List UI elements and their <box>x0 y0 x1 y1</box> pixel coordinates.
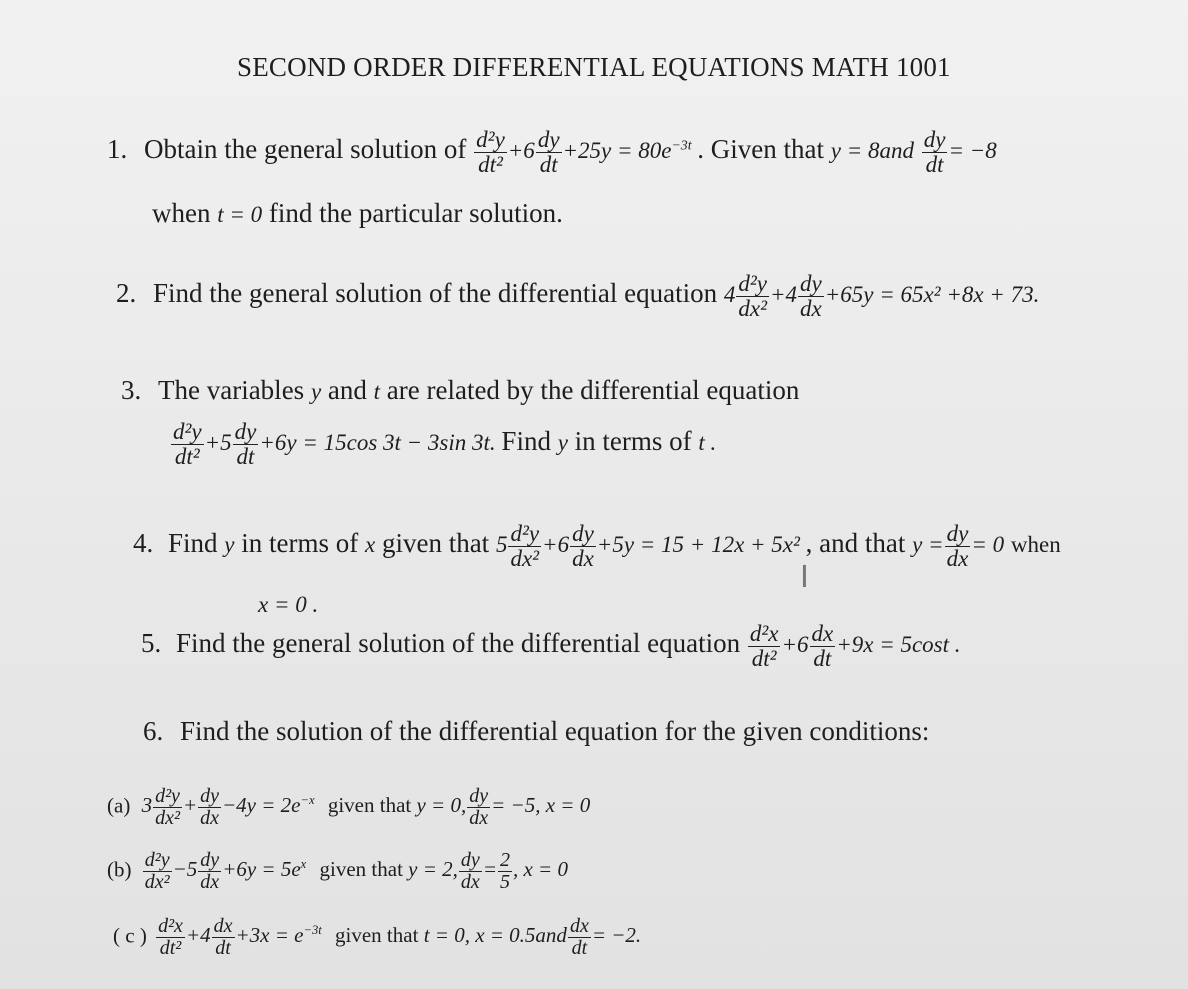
question-text: Obtain the general solution of <box>144 133 467 164</box>
part-b: (b) $\frac{\text{d²y}}{\text{dx²}}$ −5 $\frac{dy}{dx}$ $+6y = 5e^x$ given that y = 2, $\frac{dy}{dx}$ = $\frac{2}{5}$ , x = 0 <box>107 849 568 893</box>
question-number: 2. <box>116 277 137 308</box>
question-number: 5. <box>141 627 162 658</box>
page-title: SECOND ORDER DIFFERENTIAL EQUATIONS MATH 1001 <box>237 52 951 82</box>
question-3-equation: $\frac{\text{d²y}}{\text{dt²}}$ +5 $\frac{dy}{dt}$ +6y = 15cos 3t − 3sin 3t. Find y in terms of t . <box>173 419 717 470</box>
question-2 <box>116 272 1039 321</box>
question-number: 6. <box>143 716 164 746</box>
question-5: 5. Find the general solution of the differential equation $\frac{\text{d²x}}{\text{dt²}}$ +6 $\frac{dx}{dt}$ +9x = 5cost . <box>141 621 961 672</box>
question-4-line-2: x = 0 . <box>258 592 319 617</box>
fraction: $\frac{dy}{dt}$ <box>537 127 560 178</box>
question-number: 4. <box>133 527 154 558</box>
question-text: . Given that <box>697 133 825 164</box>
question-1 <box>107 128 997 177</box>
text-cursor-icon: I <box>800 560 809 595</box>
question-4: 4. Find y in terms of x given that 5 $\frac{\text{d²y}}{\text{dx²}}$ +6 $\frac{dy}{dx}$ +5y = 15 + 12x + 5x² , and that y = $\frac{dy}{dx}$ = 0 when <box>133 521 1061 572</box>
equation: $\frac{\text{d²y}}{\text{dt²}}$ +6 $\frac{dy}{dt}$ $+25y = 80e^{-3t}$ <box>476 127 692 178</box>
part-a: (a) 3 $\frac{\text{d²y}}{\text{dx²}}$ + $\frac{dy}{dx}$ $-4y = 2e^{-x}$ given that y = 0, $\frac{dy}{dx}$ = −5, x = 0 <box>107 785 591 829</box>
question-number: 3. <box>121 375 142 405</box>
question-3: 3. The variables y and t are related by the differential equation <box>121 375 800 405</box>
part-c: ( c ) $\frac{\text{d²x}}{\text{dt²}}$ +4 $\frac{dx}{dt}$ $+3x = e^{-3t}$ given that t = 0, x = 0.5and $\frac{dx}{dt}$ = −2. <box>113 915 642 959</box>
question-1-line-2: when t = 0 find the particular solution. <box>152 198 563 228</box>
question-6: 6. Find the solution of the differential equation for the given conditions: <box>143 716 930 746</box>
equation: 4 $\frac{\text{d²y}}{\text{dx²}}$ +4 $\frac{dy}{dx}$ +65y = 65x² +8x + 73. <box>723 271 1040 322</box>
question-text: Find the general solution of the differential equation <box>153 277 718 308</box>
condition: y = 8and <box>830 137 915 163</box>
question-number: 1. <box>107 133 128 164</box>
fraction: $\frac{\text{d²y}}{\text{dt²}}$ <box>476 127 505 178</box>
condition-fraction: $\frac{dy}{dt}$ = −8 <box>923 127 997 178</box>
